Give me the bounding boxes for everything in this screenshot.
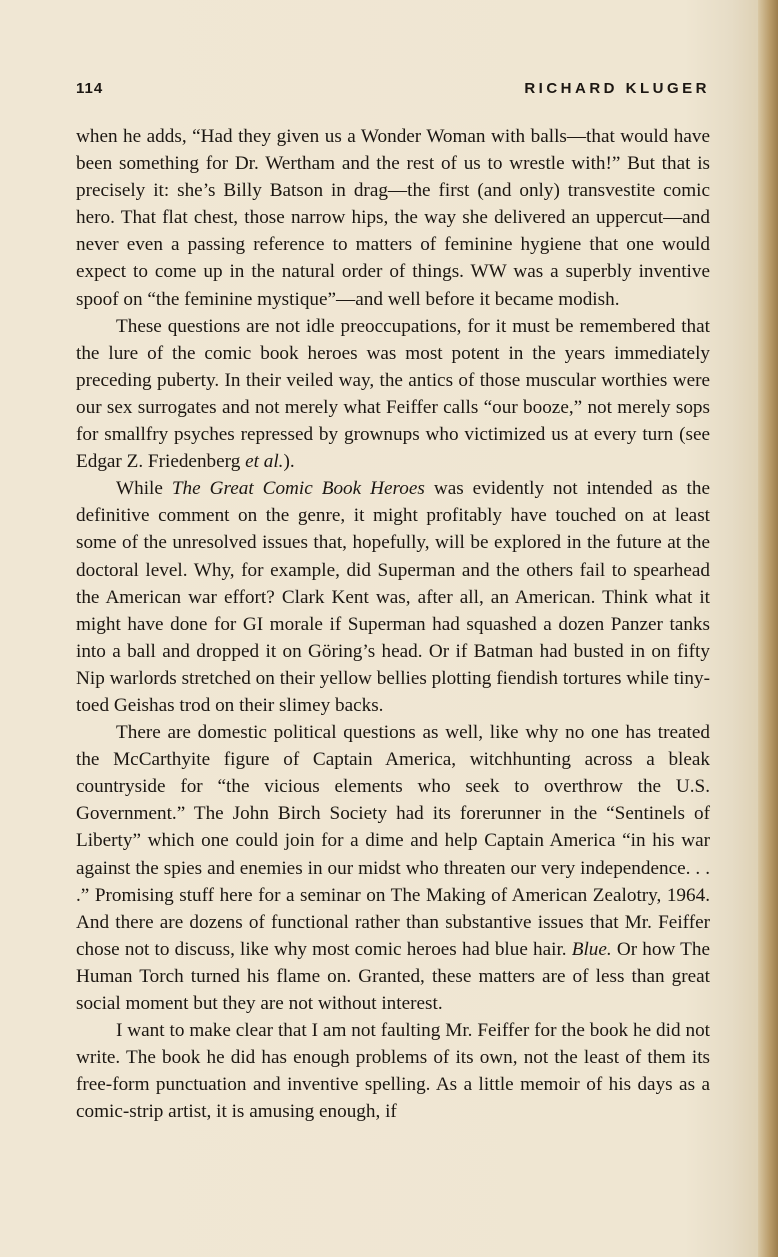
text-run: was evidently not intended as the definitive comment on the genre, it might profitably have touched on at least some of the unresolved issues that, hopefully, will be explored in the future at the doctoral level. Why, for example, did Superman and the others fail to spearhead the American war effort? Clark Kent was, after all, an American. Think what it might have done for GI morale if Superman had squashed a dozen Panzer tanks into a ball and dropped it on Göring’s head. Or if Batman had busted in on fifty Nip warlords stretched on their yellow bellies plotting fiendish tortures while tiny-toed Geishas trod on their slimey backs. [76, 478, 710, 716]
page-header [76, 80, 710, 106]
page-number: 114 [76, 80, 104, 97]
text-run: when he adds, “Had they given us a Wonder Woman with balls—that would have been something for Dr. Wertham and the rest of us to wrestle with!” But that is precisely it: she’s Billy Batson in drag—the first (and only) transvestite comic hero. That flat chest, those narrow hips, the way she delivered an uppercut—and never even a passing reference to matters of feminine hygiene that one would expect to come up in the natural order of things. WW was a superbly inventive spoof on “the feminine mystique”—and well before it became modish. [76, 126, 710, 310]
italic-run: The Great Comic Book Heroes [171, 478, 425, 500]
paragraph [76, 1017, 710, 1125]
text-run: While [116, 478, 172, 500]
italic-run: Blue. [571, 938, 612, 960]
page-edge-shadow [758, 0, 778, 1257]
text-run: There are domestic political questions as well, like why no one has treated the McCarthyite figure of Captain America, witchhunting across a bleak countryside for “the vicious elements who seek to overthrow the U.S. Government.” The John Birch Society had its forerunner in the “Sentinels of Liberty” which one could join for a dime and help Captain America “in his war against the spies and enemies in our midst who threaten our very independence. . . .” Promising stuff here for a seminar on The Making of American Zealotry, 1964. And there are dozens of functional rather than substantive issues that Mr. Feiffer chose not to discuss, like why most comic heroes had blue hair. [76, 722, 710, 960]
paragraph [76, 719, 710, 1017]
text-run: ). [283, 451, 295, 473]
paragraph [76, 475, 710, 719]
italic-run: et al. [245, 451, 284, 473]
paragraph [76, 313, 710, 476]
text-run: I want to make clear that I am not faulting Mr. Feiffer for the book he did not write. The book he did has enough problems of its own, not the least of them its free-form punctuation and inventive spelling. As a little memoir of his days as a comic-strip artist, it is amusing enough, if [76, 1020, 710, 1123]
text-run: Or how The Human Torch turned his flame on. Granted, these matters are of less than great social moment but they are not without interest. [76, 938, 710, 1014]
body-text [76, 123, 710, 1125]
running-head: RICHARD KLUGER [524, 80, 710, 97]
text-run: These questions are not idle preoccupations, for it must be remembered that the lure of the comic book heroes was most potent in the years immediately preceding puberty. In their veiled way, the antics of those muscular worthies were our sex surrogates and not merely what Feiffer calls “our booze,” not merely sops for smallfry psyches repressed by grownups who victimized us at every turn (see Edgar Z. Friedenberg [76, 315, 710, 473]
paragraph [76, 123, 710, 313]
